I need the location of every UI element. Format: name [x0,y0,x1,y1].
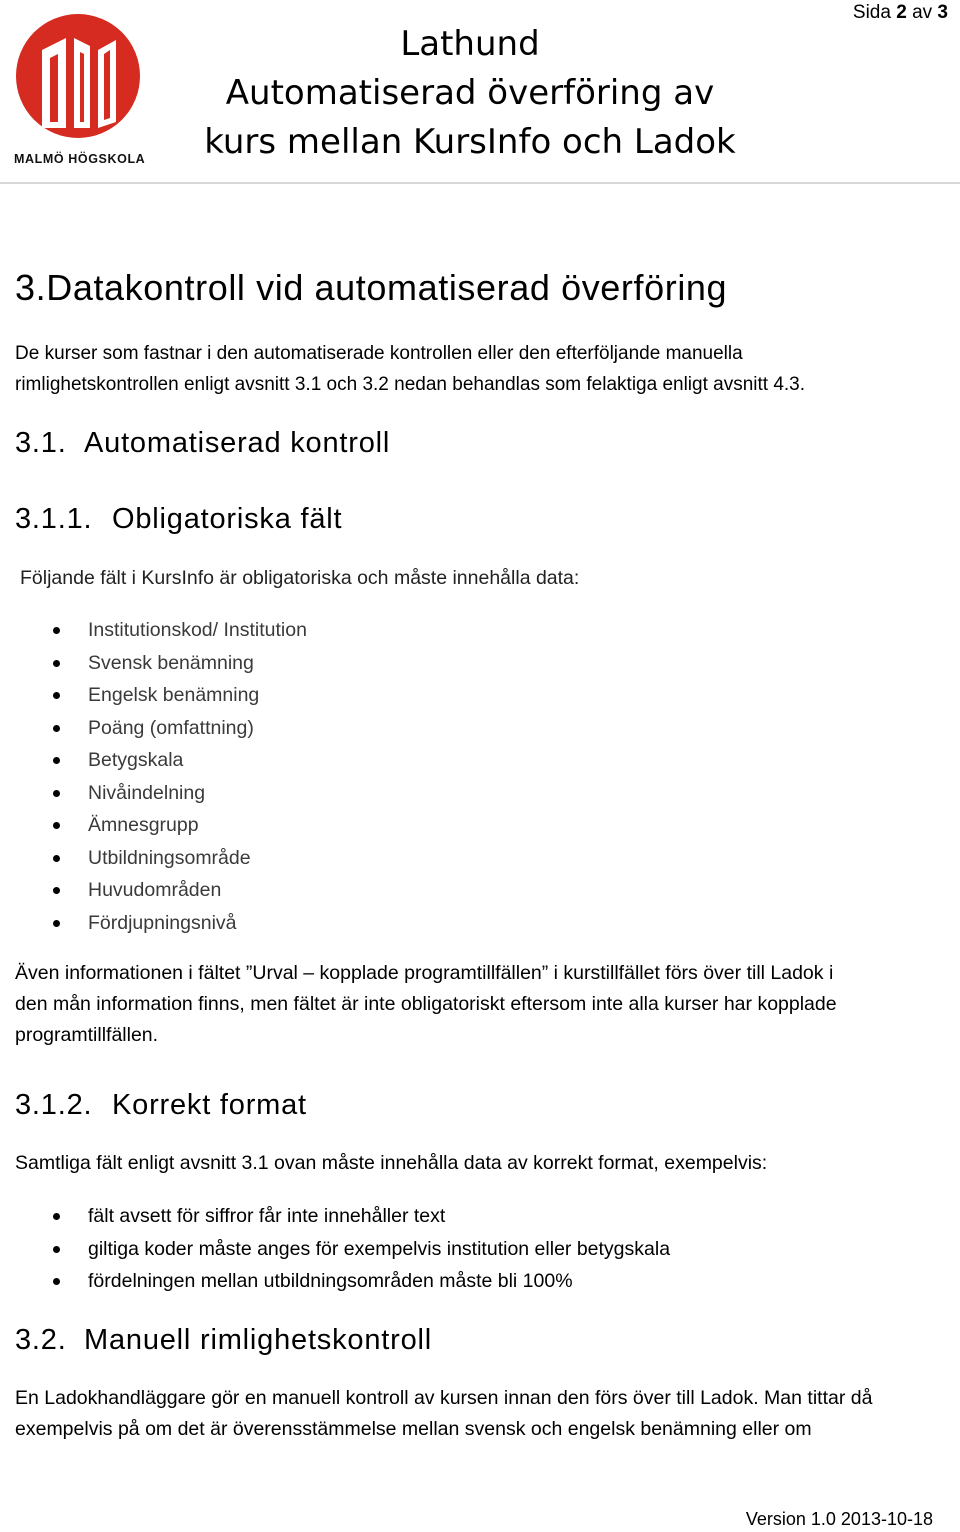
version-date: 2013-10-18 [840,1509,933,1529]
section-title: Manuell rimlighetskontroll [84,1324,432,1356]
list-item: fält avsett för siffror får inte innehåller text [0,1200,800,1233]
list-item: Utbildningsområde [0,842,700,875]
bullet-icon [53,1246,60,1253]
format-examples-list [0,1200,800,1298]
header-divider [0,182,960,184]
text-line-2: exempelvis på om det är överensstämmelse mellan svensk och engelsk benämning eller om [15,1418,812,1440]
list-item: giltiga koder måste anges för exempelvis institution eller betygskala [0,1233,800,1266]
list-item: Nivåindelning [0,777,700,810]
note-line-1: Även informationen i fältet ”Urval – kopplade programtillfällen” i kurstillfället förs över till Ladok i [15,962,834,984]
title-line-1: Lathund [400,24,540,64]
list-item: Huvudområden [0,874,700,907]
bullet-icon [53,692,60,699]
version-label: Version 1.0 [745,1509,836,1529]
list-item: Ämnesgrupp [0,809,700,842]
section-title: Korrekt format [112,1089,307,1121]
bullet-icon [53,660,60,667]
title-line-3: kurs mellan KursInfo och Ladok [204,122,736,162]
page-current: 2 [896,2,907,23]
bullet-icon [53,627,60,634]
section-3-2-text [15,1383,935,1445]
section-number: 3. [15,267,47,308]
page-footer [746,1506,933,1532]
list-item: Fördjupningsnivå [0,907,700,940]
bullet-icon [53,790,60,797]
section-title: Datakontroll vid automatiserad överföring [46,267,728,308]
logo-wordmark: MALMÖ HÖGSKOLA [14,152,146,166]
bullet-icon [53,822,60,829]
section-number: 3.2. [15,1324,67,1356]
title-line-2: Automatiserad överföring av [225,73,715,113]
section-3-1-heading [15,423,390,463]
bullet-icon [53,725,60,732]
bullet-icon [53,920,60,927]
bullet-icon [53,1278,60,1285]
text-line-1: En Ladokhandläggare gör en manuell kontroll av kursen innan den förs över till Ladok. Man tittar då [15,1387,873,1409]
section-3-heading [15,264,727,312]
note-line-2: den mån information finns, men fältet är inte obligatoriskt eftersom inte alla kurser har kopplade [15,993,837,1015]
page-of: av [912,2,933,23]
section-3-1-2-heading [15,1085,307,1125]
bullet-icon [53,1213,60,1220]
list-item: Betygskala [0,744,700,777]
section-number: 3.1.2. [15,1089,93,1121]
malmo-hogskola-logo-icon [12,10,146,152]
university-logo [12,10,146,170]
mandatory-fields-list [0,614,700,939]
section-3-1-1-lead: Följande fält i KursInfo är obligatoriska och måste innehålla data: [20,567,580,589]
bullet-icon [53,757,60,764]
list-item: Svensk benämning [0,647,700,680]
document-title [180,20,760,167]
section-title: Obligatoriska fält [112,503,343,535]
section-3-1-2-lead: Samtliga fält enligt avsnitt 3.1 ovan måste innehålla data av korrekt format, exempelvis: [15,1152,768,1174]
page-number [853,0,948,26]
section-3-2-heading [15,1320,432,1360]
note-line-3: programtillfällen. [15,1024,159,1046]
list-item: Poäng (omfattning) [0,712,700,745]
intro-line-2: rimlighetskontrollen enligt avsnitt 3.1 och 3.2 nedan behandlas som felaktiga enligt avsnitt 4.3. [15,374,806,395]
section-number: 3.1. [15,427,67,459]
section-3-1-1-heading [15,499,342,539]
bullet-icon [53,855,60,862]
list-item: Engelsk benämning [0,679,700,712]
intro-line-1: De kurser som fastnar i den automatiserade kontrollen eller den efterföljande manuella [15,343,743,364]
section-3-1-1-note [15,958,935,1051]
section-3-intro [15,338,935,400]
page-total: 3 [937,2,948,23]
section-title: Automatiserad kontroll [84,427,391,459]
bullet-icon [53,887,60,894]
section-number: 3.1.1. [15,503,93,535]
list-item: fördelningen mellan utbildningsområden måste bli 100% [0,1265,800,1298]
list-item: Institutionskod/ Institution [0,614,700,647]
page-prefix: Sida [852,2,891,23]
